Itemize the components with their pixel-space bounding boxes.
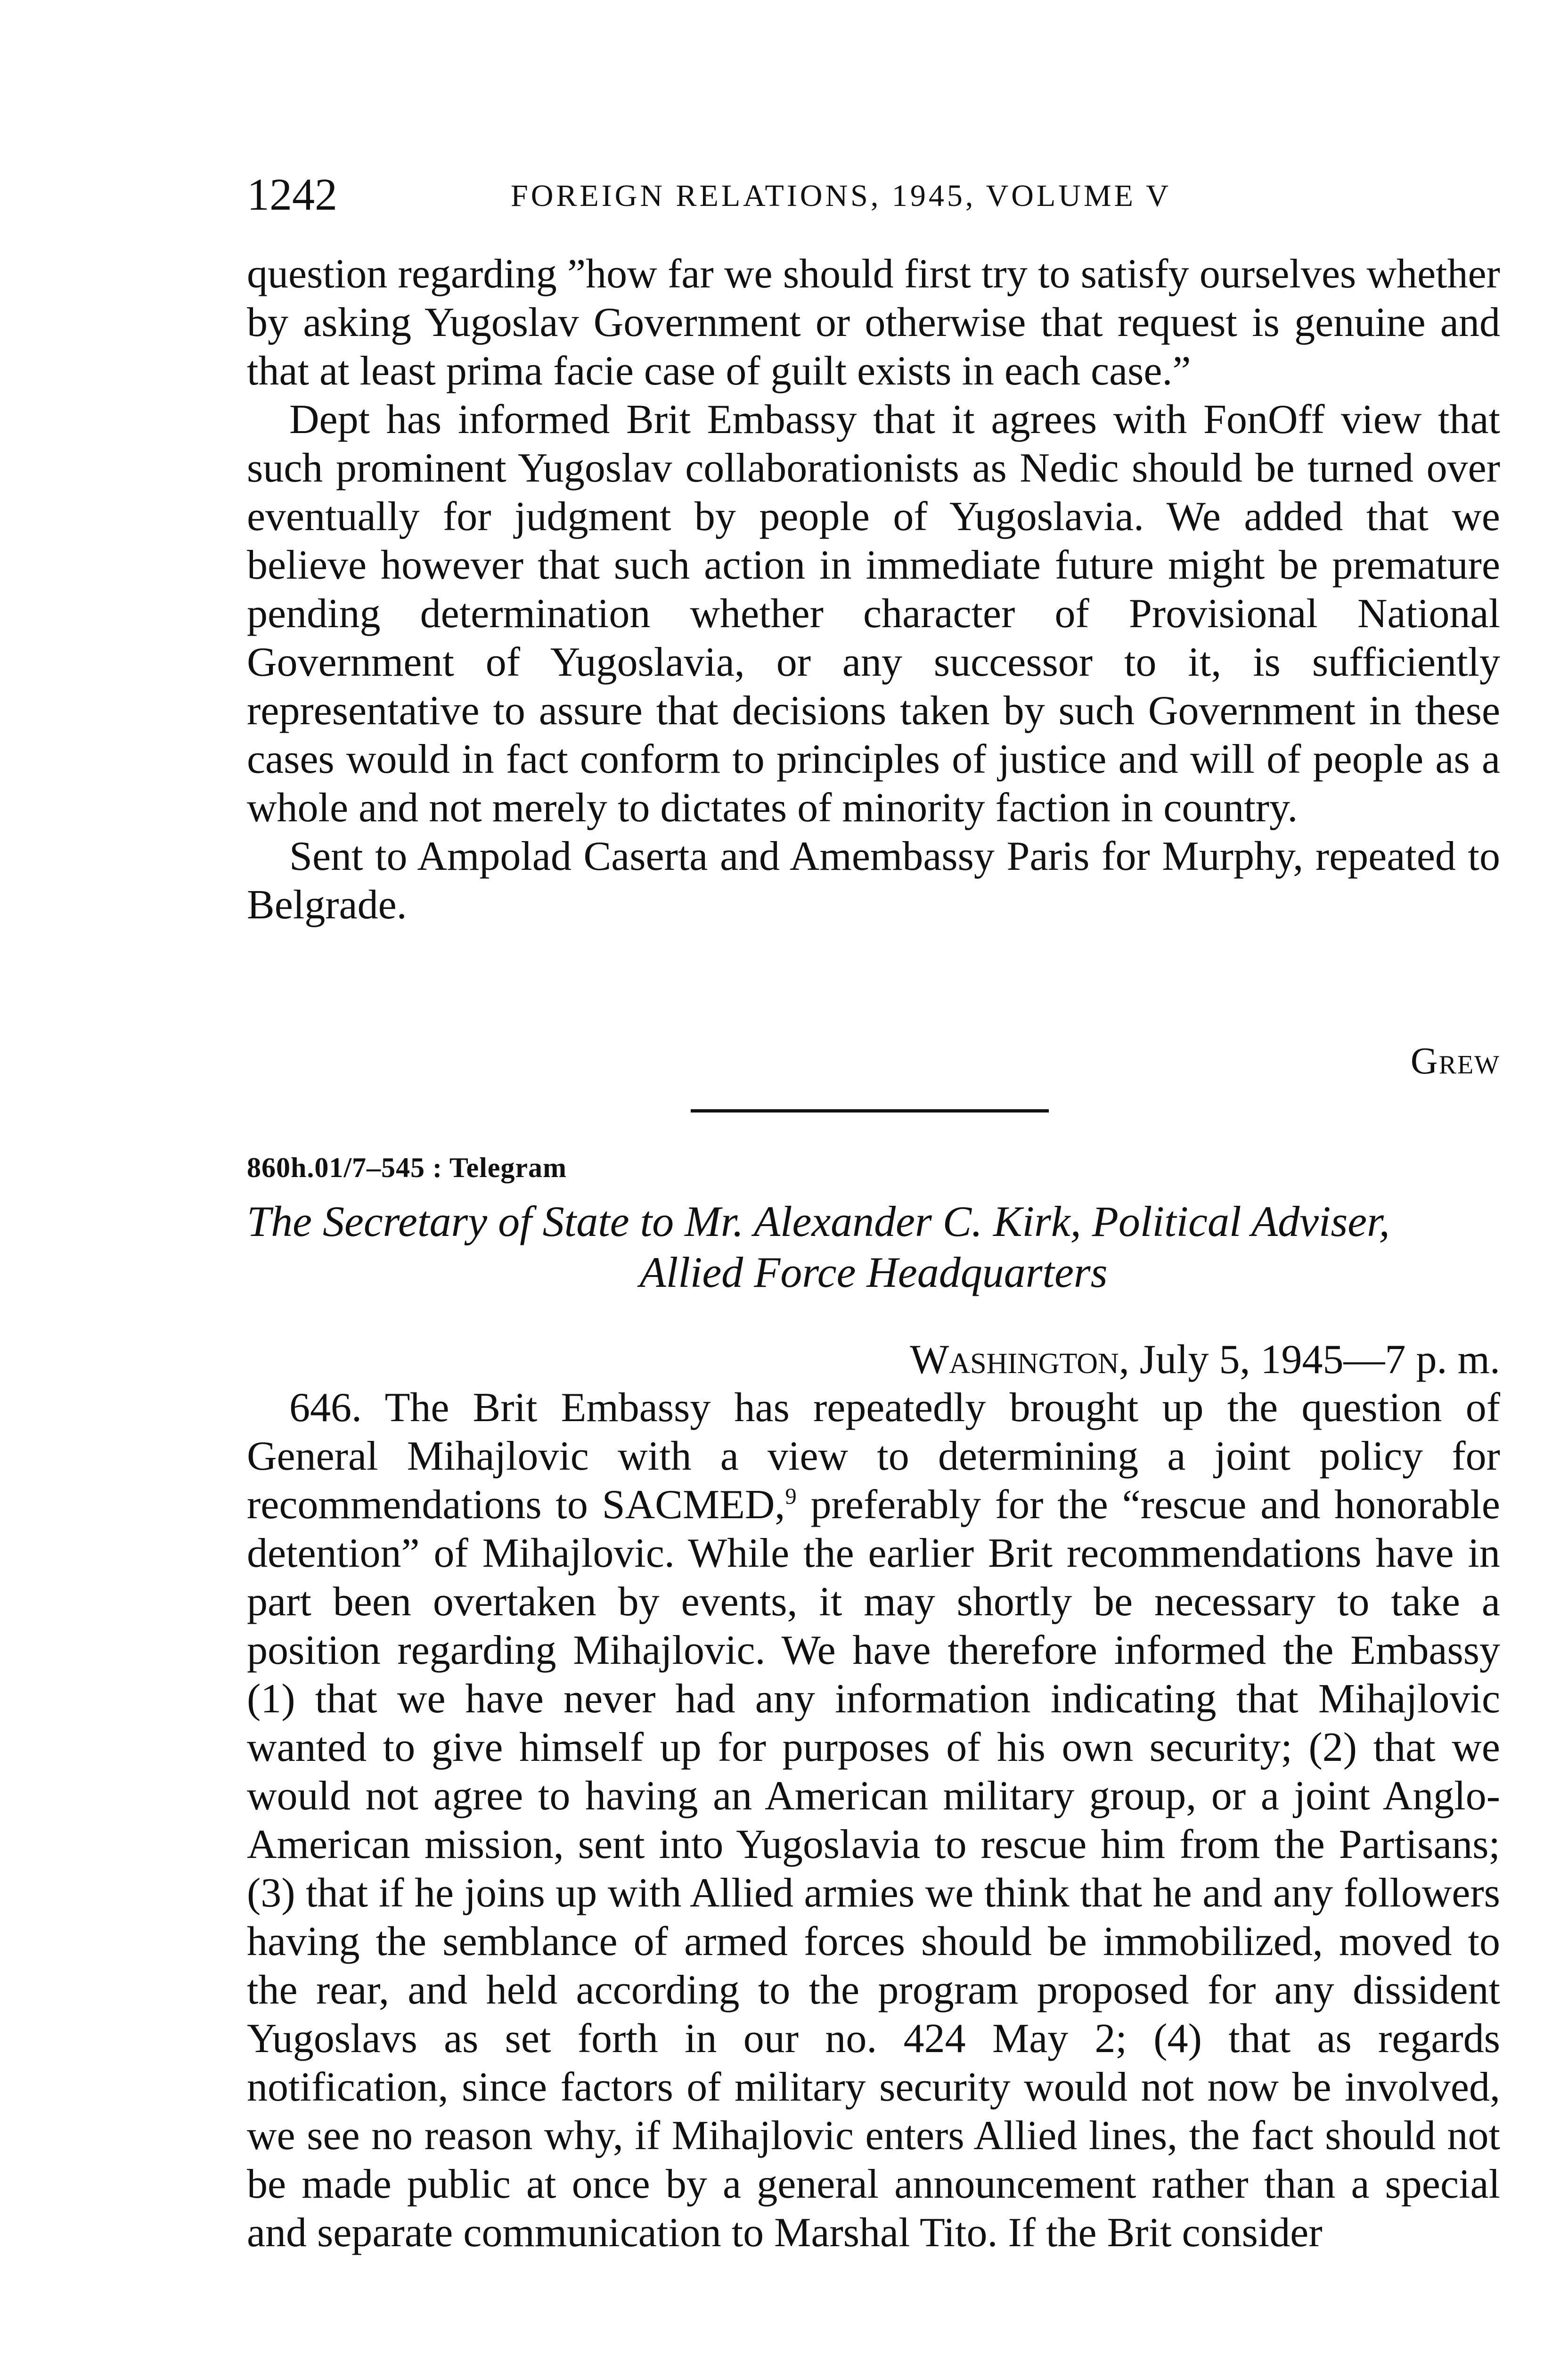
paragraph: Dept has informed Brit Embassy that it agrees with FonOff view that such prominent Yugoslav collaborationists as Nedic should be turned over eventually for judgment by people of Yugoslavia. We added that we believe however that such action in immediate future might be premature pending determination whether character of Provisional National Government of Yugoslavia, or any successor to it, is sufficiently representative to assure that decisions taken by such Government in these cases would in fact conform to principles of justice and will of people as a whole and not merely to dictates of minority faction in country.	[247, 397, 1500, 831]
section-divider	[691, 1109, 1049, 1113]
paragraph	[247, 1383, 1500, 2257]
continuation-text	[247, 250, 1500, 929]
dateline-place: Washington,	[910, 1337, 1129, 1383]
signature: Grew	[1410, 1040, 1500, 1082]
paragraph-text: 646. The Brit Embassy has repeatedly brought up the question of General Mihajlovic with a view to determining a joint policy for recommendations to SACMED,	[247, 1385, 1500, 1528]
page-number: 1242	[247, 169, 337, 220]
paragraph: question regarding ”how far we should first try to satisfy ourselves whether by asking Yugoslav Government or otherwise that request is genuine and that at least prima facie case of guilt exists in each case.”	[247, 251, 1500, 394]
page-header	[247, 169, 1500, 221]
running-title: FOREIGN RELATIONS, 1945, VOLUME V	[511, 179, 1171, 213]
footnote-reference: 9	[785, 1484, 797, 1509]
document-title-line: Allied Force Headquarters	[639, 1248, 1108, 1296]
document-title	[247, 1196, 1500, 1298]
paragraph: Sent to Ampolad Caserta and Amembassy Paris for Murphy, repeated to Belgrade.	[247, 834, 1500, 928]
telegram-body	[247, 1383, 1500, 2257]
file-reference: 860h.01/7–545 : Telegram	[247, 1152, 567, 1183]
dateline	[910, 1335, 1500, 1384]
document-title-line: The Secretary of State to Mr. Alexander C. Kirk, Political Adviser,	[247, 1197, 1390, 1245]
dateline-date: July 5, 1945—7 p. m.	[1129, 1337, 1500, 1383]
paragraph-text: preferably for the “rescue and honorable detention” of Mihajlovic. While the earlier Brit recommendations have in part been overtaken by events, it may shortly be necessary to take a position regarding Mihajlovic. We have therefore informed the Embassy (1) that we have never had any information indicating that Mihajlovic wanted to give himself up for purposes of his own security; (2) that we would not agree to having an American military group, or a joint Anglo-American mission, sent into Yugoslavia to rescue him from the Partisans; (3) that if he joins up with Allied armies we think that he and any followers having the semblance of armed forces should be immobilized, moved to the rear, and held according to the program proposed for any dissident Yugoslavs as set forth in our no. 424 May 2; (4) that as regards notification, since factors of military security would not now be involved, we see no reason why, if Mihajlovic enters Allied lines, the fact should not be made public at once by a general announcement rather than a special and separate communication to Marshal Tito. If the Brit consider	[247, 1482, 1500, 2256]
